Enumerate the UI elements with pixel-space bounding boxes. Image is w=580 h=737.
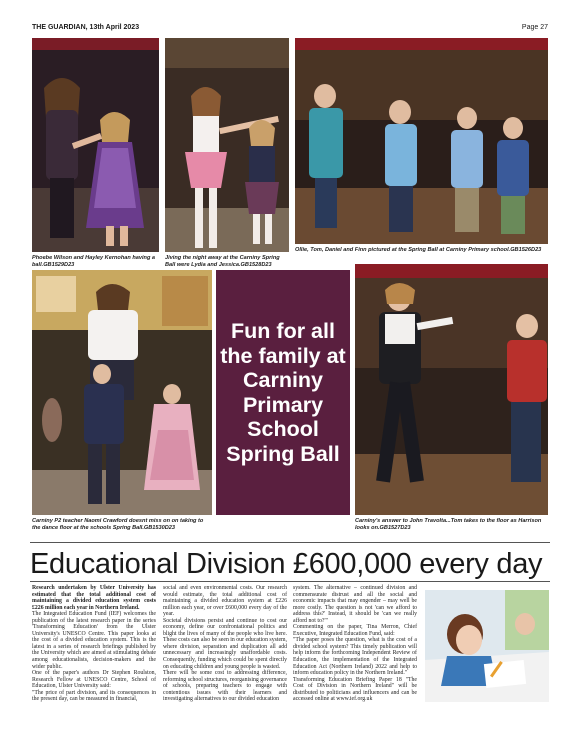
article-paragraph: "The paper poses the question, what is the cost of a divided school system? This timely publication will help inform the forthcoming Independent Review of Education, the implementation of the Integrated Education Act (Northern Ireland) 2022 and help to inform education policy in the Northern Ireland." xyxy=(293,637,417,677)
article-paragraph: "The price of part division, and its consequences in the present day, can be measured in financial, xyxy=(32,689,156,703)
article-paragraph: Transforming Education Briefing Paper 18 "The Cost of Division in Northern Ireland" will be distributed to politicians and influencers and can be accessed online at www.ief.org.uk xyxy=(293,676,417,703)
photo-four-boys xyxy=(295,38,548,244)
page-number: Page 27 xyxy=(521,24,548,31)
photo-child-writing xyxy=(425,590,549,702)
article-column-2 xyxy=(163,585,287,703)
rule-top xyxy=(30,542,550,543)
article-paragraph: Societal divisions persist and continue to cost our economy, define our confrontational politics and blight the lives of many of the people who live here. These costs can also be seen in our education system, where division, separation and duplication all add unnecessary and increasingly unaffordable costs. Consequently, funding which could be spent directly on educating children and young people is wasted. xyxy=(163,617,287,670)
article-paragraph: system. The alternative – continued division and commensurate distrust and all the social and economic impacts that may engender – may well be more costly. The question is not 'can we afford to address this?' Instead, it should be 'can we really afford not to?'" xyxy=(293,585,417,624)
article-headline: Educational Division £600,000 every day xyxy=(30,548,543,580)
photo-girls-dancing xyxy=(32,38,159,252)
caption-phoebe-hayley: Phoebe Wilson and Hayley Kernohan having a ball.GB1529D23 xyxy=(32,255,156,268)
caption-teacher: Carniny P2 teacher Naomi Crawford doesnt miss on on taking to the dance floor at the schools Spring Ball.GB1530D23 xyxy=(32,518,204,531)
article-paragraph: There will be some cost to addressing difference, reforming school structures, reorganising governance of schools, preparing teachers to engage with contentious issues with their learners and investigating alternatives to our divided education xyxy=(163,670,287,703)
page-header xyxy=(32,24,548,36)
article-paragraph: The Integrated Education Fund (IEF) welcomes the publication of the latest research paper in the series 'Transforming Education' from the Ulster University's UNESCO Centre. This paper looks at the cost of a divided education system. This is the latest in a series of research briefings published by the University which are aimed at stimulating debate among educationalists, decision-makers and the wider public. xyxy=(32,611,156,670)
photo-tom-harrison xyxy=(355,264,548,515)
photo-teacher-dancing xyxy=(32,270,212,515)
caption-boys: Ollie, Tom, Daniel and Finn pictured at the Spring Ball at Carniny Primary school.GB1526D23 xyxy=(295,247,542,253)
promo-text: Fun for all the family at Carniny Primary School Spring Ball xyxy=(220,319,346,466)
article-paragraph: social and even environmental costs. Our research would estimate, the total additional cost of maintaining a divided education system at £226 million each year, or over £600,000 every day of the year. xyxy=(163,585,287,618)
article-paragraph: One of the paper's authors Dr Stephen Roulston, Research Fellow at UNESCO Centre, School of Education, Ulster University said: xyxy=(32,670,156,690)
article-lead: Research undertaken by Ulster University has estimated that the total additional cost of maintaining a divided education system costs £226 million each year in Northern Ireland. xyxy=(32,585,156,611)
article-column-1 xyxy=(32,585,156,703)
article-column-3 xyxy=(293,585,417,703)
publication-line: THE GUARDIAN, 13th April 2023 xyxy=(32,24,140,31)
rule-bottom xyxy=(30,581,550,582)
caption-tom-harrison: Carniny's answer to John Travolta...Tom takes to the floor as Harrison looks on.GB1527D23 xyxy=(355,518,542,531)
photo-jiving-girls xyxy=(165,38,289,252)
caption-lydia-jessica: Jiving the night away at the Carniny Spring Ball were Lydia and Jessica.GB1528D23 xyxy=(165,255,280,268)
promo-banner xyxy=(216,270,350,515)
article-paragraph: Commenting on the paper, Tina Merron, Chief Executive, Integrated Education Fund, said: xyxy=(293,624,417,637)
